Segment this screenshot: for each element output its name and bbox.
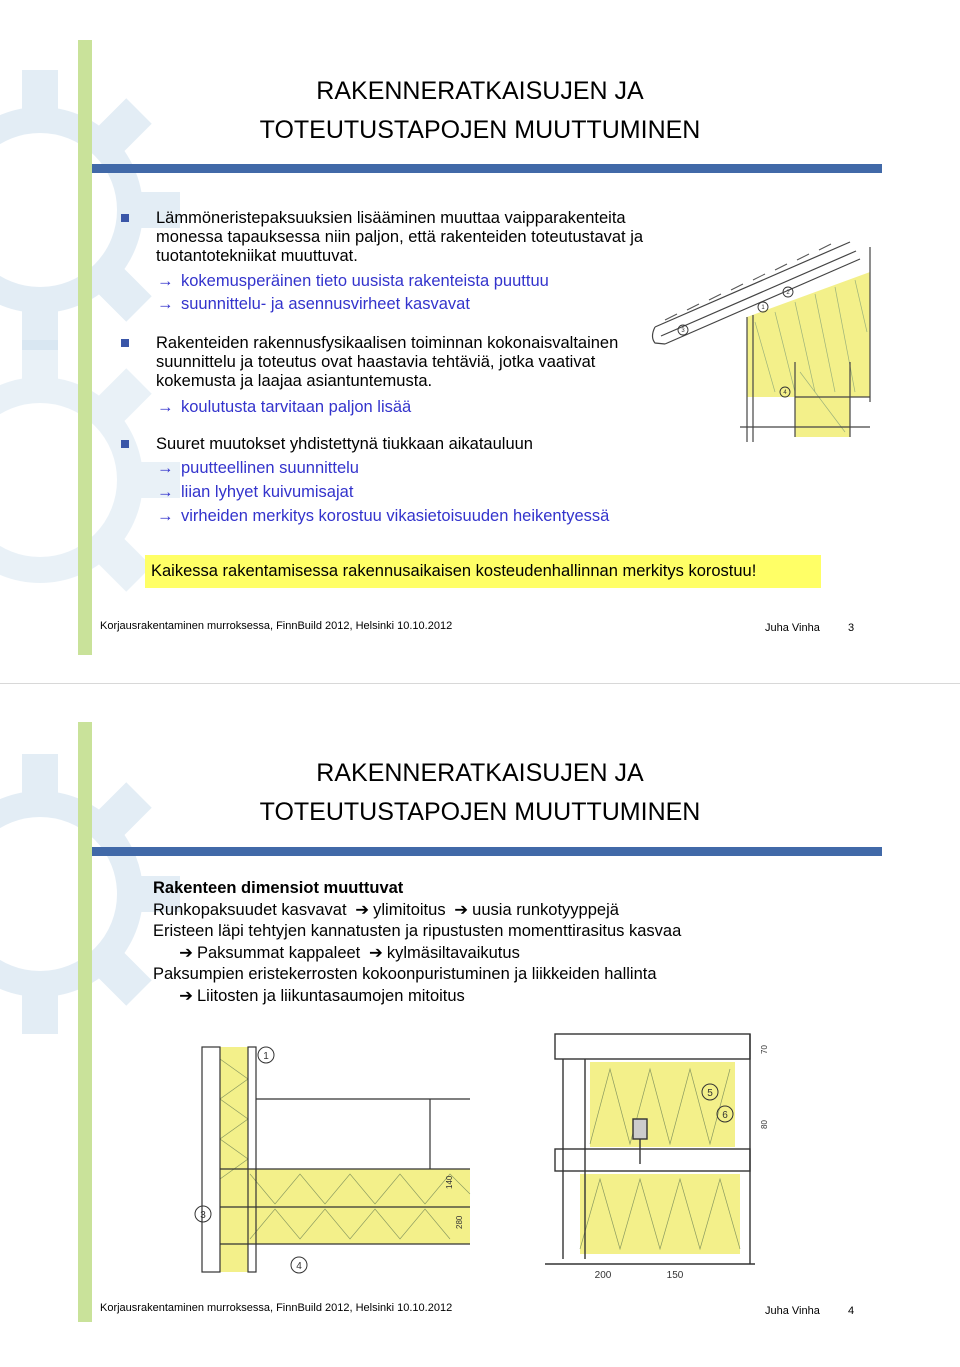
square-bullet-icon: [121, 440, 129, 448]
slide-3: [0, 0, 960, 683]
line-text: kylmäsiltavaikutus: [386, 944, 520, 962]
line-text: Paksummat kappaleet: [197, 944, 361, 962]
slide-title-line1: RAKENNERATKAISUJEN JA: [316, 77, 644, 105]
green-accent-bar: [78, 722, 92, 1322]
arrow-right-icon: ➔: [179, 944, 193, 962]
bullet-item: [121, 435, 661, 455]
bullet-item: [121, 209, 661, 269]
figure-callout: 1: [761, 305, 765, 311]
wall-detail-drawing-right: [485, 1024, 775, 1284]
sub-bullet-text: suunnittelu- ja asennusvirheet kasvavat: [181, 295, 470, 313]
content-line: [175, 986, 465, 1008]
figure-callout: 5: [707, 1088, 713, 1099]
square-bullet-icon: [121, 214, 129, 222]
green-accent-bar: [78, 40, 92, 655]
content-heading: Rakenteen dimensiot muuttuvat: [153, 879, 404, 897]
sub-bullet-text: liian lyhyet kuivumisajat: [181, 483, 354, 501]
slide-title-line2: TOTEUTUSTAPOJEN MUUTTUMINEN: [259, 798, 701, 826]
line-text: Liitosten ja liikuntasaumojen mitoitus: [197, 987, 465, 1005]
arrow-right-icon: ➔: [368, 944, 383, 962]
dimension-label: 150: [666, 1270, 684, 1281]
blue-accent-bar: [92, 164, 882, 173]
arrow-right-icon: →: [157, 295, 174, 313]
arrow-right-icon: →: [157, 272, 174, 290]
bullet-text: Suuret muutokset yhdistettynä tiukkaan aikatauluun: [156, 435, 533, 453]
footer-event: Korjausrakentaminen murroksessa, FinnBuild 2012, Helsinki 10.10.2012: [100, 620, 453, 632]
figure-callout: 3: [200, 1210, 206, 1221]
figure-callout: 3: [681, 328, 685, 334]
arrow-right-icon: →: [157, 507, 174, 525]
figure-callout: 4: [783, 390, 787, 396]
arrow-right-icon: →: [157, 483, 174, 501]
content-line: Paksumpien eristekerrosten kokoonpuristuminen ja liikkeiden hallinta: [153, 965, 657, 983]
blue-accent-bar: [92, 847, 882, 856]
arrow-right-icon: ➔: [355, 901, 370, 919]
bullet-text: Rakenteiden rakennusfysikaalisen toiminnan kokonaisvaltainen suunnittelu ja toteutus ovat haastavia tehtäviä, jotka vaativat kokemusta ja laajaa asiantuntemusta.: [156, 334, 619, 390]
line-text: Runkopaksuudet kasvavat: [153, 901, 347, 919]
highlight-note: Kaikessa rakentamisessa rakennusaikaisen kosteudenhallinnan merkitys korostuu!: [145, 555, 821, 588]
arrow-right-icon: →: [157, 459, 174, 477]
content-line: [153, 900, 619, 922]
page-number: 3: [848, 622, 855, 634]
roof-eave-detail-drawing: [635, 232, 885, 447]
figure-callout: 6: [722, 1110, 728, 1121]
slide-title-line2: TOTEUTUSTAPOJEN MUUTTUMINEN: [259, 116, 701, 144]
content-line: [175, 943, 520, 965]
sub-bullet-text: virheiden merkitys korostuu vikasietoisuuden heikentyessä: [181, 507, 610, 525]
sub-bullet-text: koulutusta tarvitaan paljon lisää: [181, 398, 412, 416]
dimension-label: 280: [455, 1215, 464, 1229]
sub-bullet-text: kokemusperäinen tieto uusista rakenteista puuttuu: [181, 272, 549, 290]
slide-4: [0, 684, 960, 1367]
wall-detail-drawing-left: [180, 1039, 480, 1284]
line-text: uusia runkotyyppejä: [472, 901, 619, 919]
figure-callout: 2: [786, 290, 790, 296]
footer-event: Korjausrakentaminen murroksessa, FinnBuild 2012, Helsinki 10.10.2012: [100, 1302, 453, 1314]
dimension-label: 200: [594, 1270, 612, 1281]
dimension-label: 80: [760, 1120, 769, 1129]
bullet-item: [121, 334, 661, 394]
content-line: Eristeen läpi tehtyjen kannatusten ja ripustusten momenttirasitus kasvaa: [153, 922, 682, 940]
footer-author: Juha Vinha: [765, 1305, 820, 1317]
dimension-label: 70: [760, 1045, 769, 1054]
arrow-right-icon: ➔: [454, 901, 469, 919]
square-bullet-icon: [121, 339, 129, 347]
arrow-right-icon: →: [157, 398, 174, 416]
sub-bullet-text: puutteellinen suunnittelu: [181, 459, 359, 477]
bullet-text: Lämmöneristepaksuuksien lisääminen muuttaa vaipparakenteita monessa tapauksessa niin paljon, että rakenteiden toteutustavat ja tuotantotekniikat muuttuvat.: [156, 209, 644, 265]
dimension-label: 140: [445, 1175, 454, 1189]
footer-author: Juha Vinha: [765, 622, 820, 634]
line-text: ylimitoitus: [373, 901, 446, 919]
page-number: 4: [848, 1305, 855, 1317]
arrow-right-icon: ➔: [179, 987, 193, 1005]
slide-title-line1: RAKENNERATKAISUJEN JA: [316, 759, 644, 787]
figure-callout: 4: [296, 1261, 302, 1272]
figure-callout: 1: [263, 1051, 269, 1062]
